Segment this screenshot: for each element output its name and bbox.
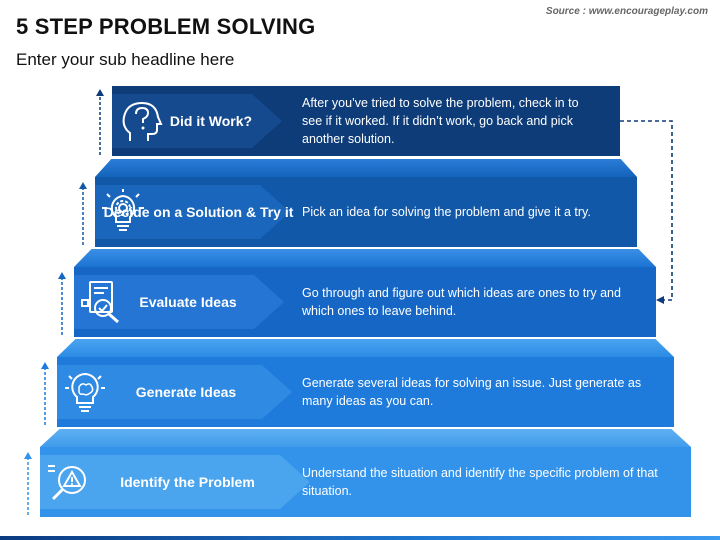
source-credit: Source : www.encourageplay.com xyxy=(545,6,708,17)
step-description: Understand the situation and identify the specific problem of that situation. xyxy=(302,466,658,498)
step-label: Generate Ideas xyxy=(135,383,237,400)
step-top-face xyxy=(57,339,674,357)
step-decide-on-a-solution xyxy=(95,177,637,247)
step-top-face xyxy=(95,159,637,177)
step-label: Decide on a Solution & Try it xyxy=(103,203,294,220)
step-label: Evaluate Ideas xyxy=(139,293,237,310)
step-description: Pick an idea for solving the problem and give it a try. xyxy=(302,205,591,219)
step-top-face xyxy=(74,249,656,267)
step-did-it-work xyxy=(112,86,620,156)
bottom-accent-band xyxy=(0,536,720,540)
page-subtitle: Enter your sub headline here xyxy=(16,50,235,69)
step-generate-ideas xyxy=(57,357,674,427)
step-description: Generate several ideas for solving an issue. Just generate as many ideas as you can. xyxy=(302,376,642,408)
step-label: Identify the Problem xyxy=(120,473,255,490)
step-evaluate-ideas xyxy=(74,267,656,337)
step-top-face xyxy=(40,429,691,447)
feedback-arrowhead xyxy=(656,296,664,304)
step-description: After you’ve tried to solve the problem, check in to see if it worked. If it didn’t work, go back and pick another solution. xyxy=(302,96,579,146)
step-label: Did it Work? xyxy=(169,112,253,129)
step-description: Go through and figure out which ideas are ones to try and which ones to leave behind. xyxy=(302,286,621,318)
step-identify-the-problem xyxy=(40,447,691,517)
page-title: 5 STEP PROBLEM SOLVING xyxy=(16,14,316,39)
